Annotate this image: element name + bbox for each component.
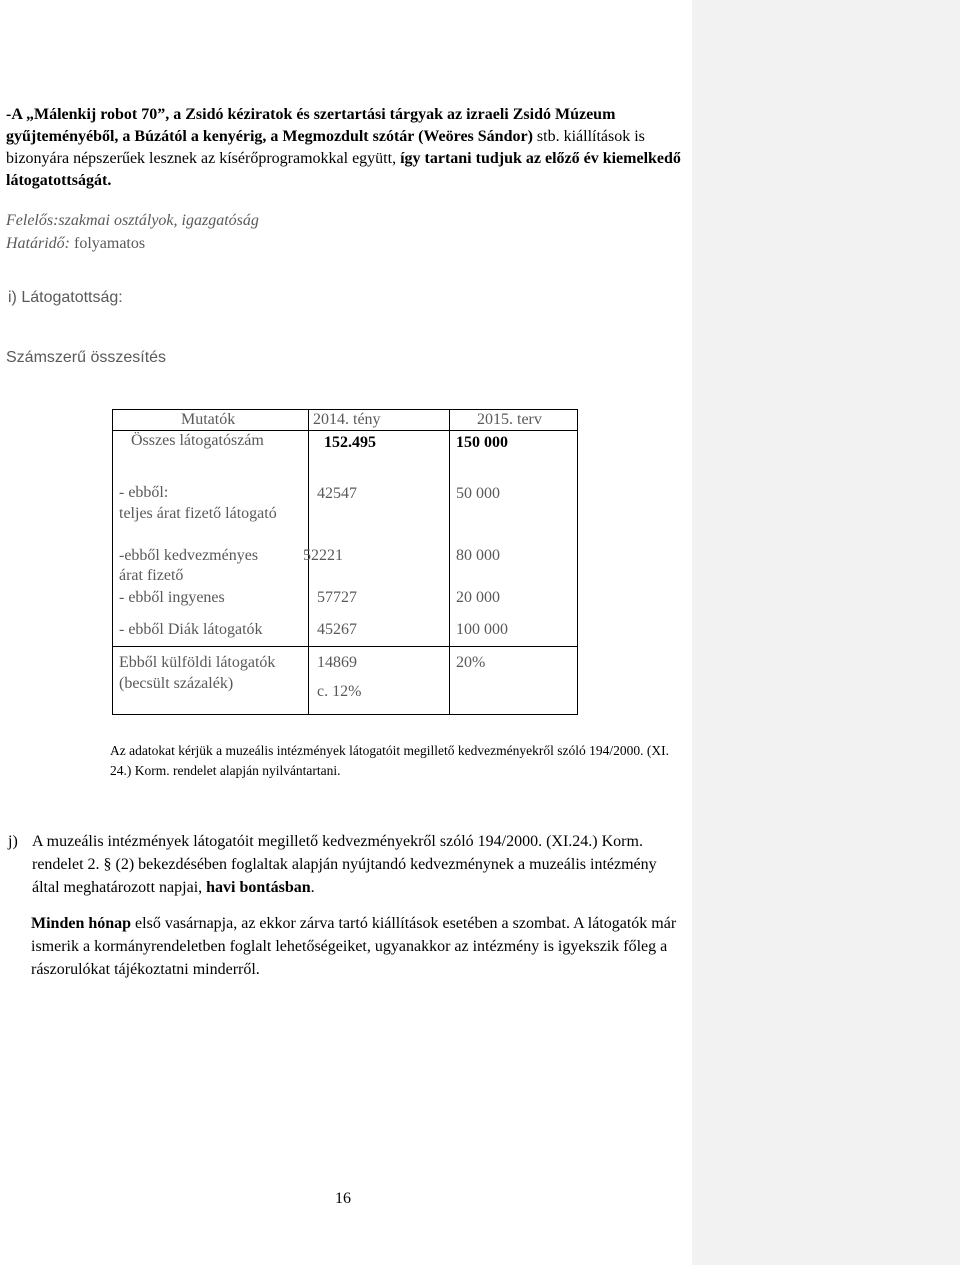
stats-table (112, 409, 578, 715)
monthly-paragraph (31, 912, 681, 981)
row-total-2014: 152.495 (324, 434, 376, 451)
row-foreign-2015: 20% (456, 654, 486, 671)
note-paragraph: Az adatokat kérjük a muzeális intézmények látogatóit megillető kedvezményekről szóló 194/2000. (XI. 24.) Korm. rendelet alapján nyilvántartani. (110, 743, 669, 778)
row-student-2015: 100 000 (456, 621, 508, 638)
intro-normal: stb. kiállítások is bizonyára népszerűek lesznek az kísérőprogramokkal együtt, (6, 128, 645, 167)
row-full-2014: 42547 (317, 485, 357, 502)
row-full-2015: 50 000 (456, 485, 500, 502)
intro-bold-1: -A „Málenkij robot 70”, a Zsidó kéziratok és szertartási tárgyak az izraeli Zsidó Múzeum gyűjteményéből, a Búzától a kenyérig, a Megmozdult szótár (Weöres Sándor) (6, 106, 616, 145)
responsible-line: Felelős:szakmai osztályok, igazgatóság (6, 212, 259, 229)
header-2015: 2015. terv (477, 411, 542, 428)
header-mutatok: Mutatók (181, 411, 236, 428)
item-j-paragraph (8, 830, 683, 899)
intro-paragraph (6, 104, 690, 192)
comment-margin (692, 0, 960, 1265)
page-number: 16 (335, 1190, 351, 1207)
row-free-2015: 20 000 (456, 589, 500, 606)
monthly-bold: Minden hónap (31, 915, 132, 932)
item-j-text (32, 830, 683, 899)
row-student-label: - ebből Diák látogatók (119, 621, 263, 638)
deadline-line (6, 233, 145, 254)
deadline-label: Határidő: (6, 235, 70, 252)
item-j-text-1: A muzeális intézmények látogatóit megillető kedvezményekről szóló 194/2000. (XI.24.) Korm. rendelet 2. § (2) bekezdésében foglaltak alapján nyújtandó kedvezménynek a muzeális intézmény által meghatározott napjai, (32, 833, 657, 896)
row-discount-label-1: -ebből kedvezményes (119, 547, 259, 564)
row-total-label: Összes látogatószám (131, 432, 264, 449)
row-total-2015: 150 000 (456, 434, 508, 451)
item-j-text-2: . (310, 879, 315, 896)
table-row-divider (113, 646, 577, 647)
deadline-value: folyamatos (70, 235, 146, 252)
row-discount-2015: 80 000 (456, 547, 500, 564)
row-foreign-label-1: Ebből külföldi látogatók (119, 654, 276, 671)
item-j-label: j) (8, 833, 18, 850)
row-foreign-2014-estimate: c. 12% (317, 683, 362, 700)
row-student-2014: 45267 (317, 621, 357, 638)
header-2014: 2014. tény (313, 411, 381, 428)
monthly-text: első vasárnapja, az ekkor zárva tartó kiállítások esetében a szombat. A látogatók már ismerik a kormányrendeletben foglalt lehetőségeiket, ugyanakkor az intézmény is igyekszik főleg a rászorulókat tájékoztatni minderről. (31, 915, 677, 978)
row-free-label: - ebből ingyenes (119, 589, 225, 606)
table-col-divider (449, 410, 450, 714)
intro-bold-2: így tartani tudjuk az előző év kiemelkedő látogatottságát. (6, 150, 681, 189)
row-free-2014: 57727 (317, 589, 357, 606)
row-foreign-label-2: (becsült százalék) (119, 675, 234, 692)
row-full-label-2: teljes árat fizető látogató (119, 505, 277, 522)
row-discount-2014: 52221 (303, 547, 343, 564)
summary-title: Számszerű összesítés (6, 349, 167, 366)
row-foreign-2014: 14869 (317, 654, 357, 671)
item-i-heading: i) Látogatottság: (8, 289, 123, 306)
row-discount-label-2: árat fizető (119, 567, 184, 584)
item-j-text-bold: havi bontásban (206, 879, 311, 896)
row-full-label-1: - ebből: (119, 484, 169, 501)
